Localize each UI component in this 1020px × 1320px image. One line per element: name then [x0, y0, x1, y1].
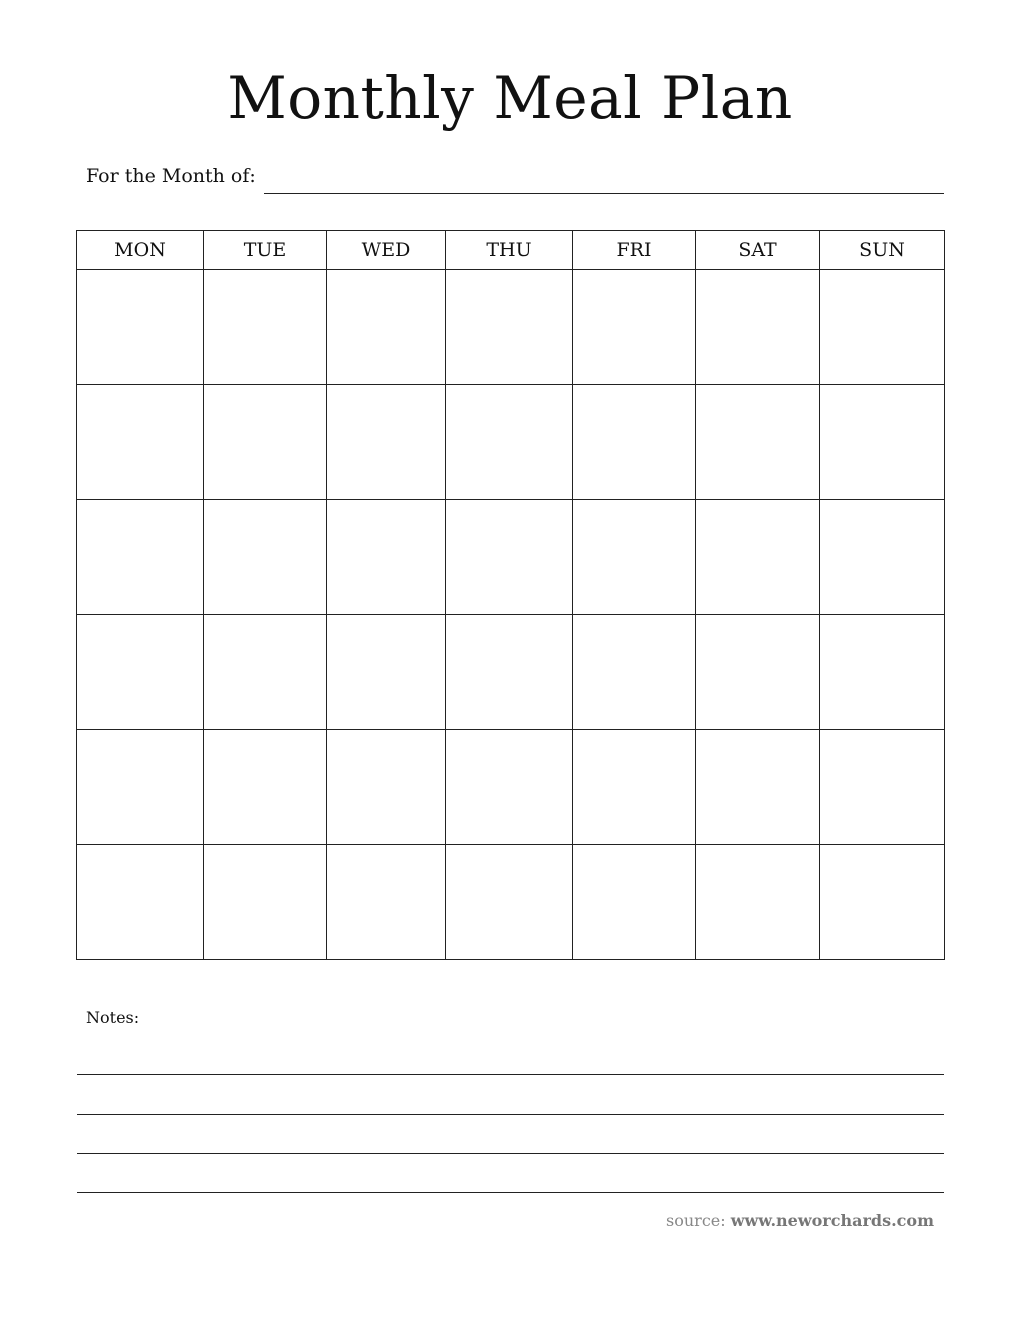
notes-label: Notes:	[86, 1008, 140, 1027]
page-title: Monthly Meal Plan	[227, 64, 793, 132]
day-cell[interactable]	[446, 270, 573, 385]
day-cell[interactable]	[77, 500, 204, 615]
day-header-tue: TUE	[204, 231, 327, 270]
week-row	[77, 500, 945, 615]
day-cell[interactable]	[696, 615, 820, 730]
day-header-wed: WED	[327, 231, 446, 270]
day-cell[interactable]	[327, 500, 446, 615]
day-cell[interactable]	[696, 730, 820, 845]
day-cell[interactable]	[204, 615, 327, 730]
day-header-thu: THU	[446, 231, 573, 270]
day-cell[interactable]	[820, 845, 945, 960]
week-row	[77, 385, 945, 500]
notes-line[interactable]	[77, 1153, 944, 1154]
day-header-mon: MON	[77, 231, 204, 270]
meal-calendar	[76, 230, 945, 960]
day-cell[interactable]	[820, 500, 945, 615]
month-field-line[interactable]	[264, 193, 944, 194]
day-cell[interactable]	[77, 615, 204, 730]
day-cell[interactable]	[204, 500, 327, 615]
source-site-link[interactable]: www.neworchards.com	[730, 1211, 934, 1230]
day-cell[interactable]	[573, 270, 696, 385]
day-cell[interactable]	[820, 615, 945, 730]
notes-line[interactable]	[77, 1074, 944, 1075]
day-cell[interactable]	[446, 845, 573, 960]
notes-line[interactable]	[77, 1192, 944, 1193]
source-credit	[666, 1211, 934, 1231]
day-cell[interactable]	[696, 385, 820, 500]
week-row	[77, 845, 945, 960]
day-cell[interactable]	[573, 730, 696, 845]
day-cell[interactable]	[820, 730, 945, 845]
day-cell[interactable]	[327, 845, 446, 960]
source-prefix: source:	[666, 1211, 726, 1230]
day-cell[interactable]	[446, 500, 573, 615]
day-cell[interactable]	[820, 270, 945, 385]
day-cell[interactable]	[204, 845, 327, 960]
week-row	[77, 615, 945, 730]
notes-line[interactable]	[77, 1114, 944, 1115]
day-cell[interactable]	[573, 500, 696, 615]
day-cell[interactable]	[573, 845, 696, 960]
day-cell[interactable]	[696, 270, 820, 385]
month-field	[86, 162, 944, 196]
day-cell[interactable]	[204, 270, 327, 385]
day-header-sun: SUN	[820, 231, 945, 270]
day-cell[interactable]	[696, 845, 820, 960]
day-cell[interactable]	[77, 845, 204, 960]
day-cell[interactable]	[573, 615, 696, 730]
day-cell[interactable]	[204, 730, 327, 845]
day-cell[interactable]	[204, 385, 327, 500]
day-cell[interactable]	[446, 385, 573, 500]
day-cell[interactable]	[327, 615, 446, 730]
day-header-row	[77, 231, 945, 270]
day-cell[interactable]	[446, 730, 573, 845]
day-cell[interactable]	[77, 270, 204, 385]
day-cell[interactable]	[77, 730, 204, 845]
week-row	[77, 270, 945, 385]
month-field-label: For the Month of:	[86, 165, 256, 187]
day-cell[interactable]	[573, 385, 696, 500]
day-cell[interactable]	[696, 500, 820, 615]
day-cell[interactable]	[327, 730, 446, 845]
day-cell[interactable]	[77, 385, 204, 500]
day-header-sat: SAT	[696, 231, 820, 270]
day-header-fri: FRI	[573, 231, 696, 270]
week-row	[77, 730, 945, 845]
day-cell[interactable]	[446, 615, 573, 730]
day-cell[interactable]	[327, 385, 446, 500]
day-cell[interactable]	[327, 270, 446, 385]
day-cell[interactable]	[820, 385, 945, 500]
